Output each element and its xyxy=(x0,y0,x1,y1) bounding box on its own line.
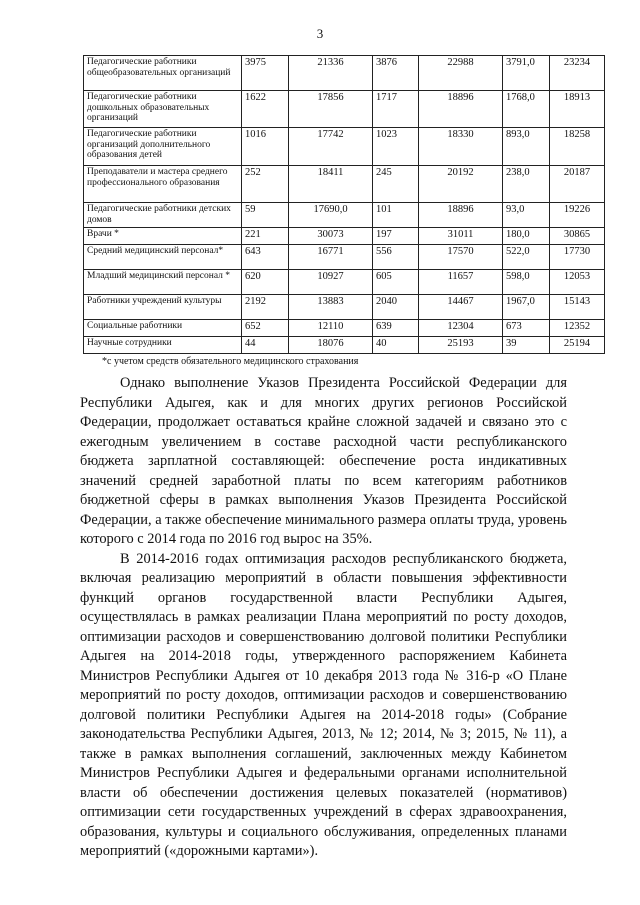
cell-value: 17742 xyxy=(289,128,373,166)
page-number: 3 xyxy=(316,26,324,41)
cell-value: 252 xyxy=(242,166,289,203)
cell-value: 17570 xyxy=(419,245,503,270)
table-row xyxy=(84,228,605,245)
table-row xyxy=(84,56,605,91)
cell-value: 1717 xyxy=(373,91,419,128)
cell-value: 639 xyxy=(373,320,419,337)
cell-value: 23234 xyxy=(550,56,605,91)
row-label: Социальные работники xyxy=(84,320,242,337)
cell-value: 10927 xyxy=(289,270,373,295)
salary-table xyxy=(83,55,605,354)
cell-value: 25194 xyxy=(550,337,605,354)
cell-value: 59 xyxy=(242,203,289,228)
cell-value: 1622 xyxy=(242,91,289,128)
cell-value: 11657 xyxy=(419,270,503,295)
cell-value: 40 xyxy=(373,337,419,354)
row-label: Преподаватели и мастера среднего профессионального образования xyxy=(84,166,242,203)
cell-value: 238,0 xyxy=(503,166,550,203)
cell-value: 522,0 xyxy=(503,245,550,270)
cell-value: 25193 xyxy=(419,337,503,354)
row-label: Педагогические работники организаций дополнительного образования детей xyxy=(84,128,242,166)
cell-value: 13883 xyxy=(289,295,373,320)
cell-value: 20187 xyxy=(550,166,605,203)
cell-value: 18258 xyxy=(550,128,605,166)
cell-value: 673 xyxy=(503,320,550,337)
cell-value: 18896 xyxy=(419,91,503,128)
cell-value: 2192 xyxy=(242,295,289,320)
cell-value: 30073 xyxy=(289,228,373,245)
paragraph: В 2014-2016 годах оптимизация расходов республиканского бюджета, включая реализацию мероприятий в области повышения эффективности функций органов государственной власти Республики Адыгея, осуществлялась в рамках реализации Плана мероприятий по росту доходов, оптимизации расходов и совершенствованию долговой политики Республики Адыгея на 2014-2018 годы, утвержденного распоряжением Кабинета Министров Республики Адыгея от 10 декабря 2013 года № 316-р «О Плане мероприятий по росту доходов, оптимизации расходов и совершенствованию долговой политики Республики Адыгея на 2014-2018 годы» (Собрание законодательства Республики Адыгея, 2013, № 12; 2014, № 3; 2015, № 11), а также в рамках выполнения соглашений, заключенных между Кабинетом Министров Республики Адыгея и федеральными органами исполнительной власти об обеспечении достижения целевых показателей (нормативов) оптимизации сети государственных учреждений в сферах здравоохранения, образования, культуры и социального обслуживания, определенных планами мероприятий («дорожными картами»). xyxy=(80,550,567,859)
cell-value: 18411 xyxy=(289,166,373,203)
cell-value: 17730 xyxy=(550,245,605,270)
table-row xyxy=(84,337,605,354)
table-row xyxy=(84,203,605,228)
cell-value: 14467 xyxy=(419,295,503,320)
cell-value: 12053 xyxy=(550,270,605,295)
cell-value: 44 xyxy=(242,337,289,354)
cell-value: 30865 xyxy=(550,228,605,245)
cell-value: 605 xyxy=(373,270,419,295)
row-label: Педагогические работники детских домов xyxy=(84,203,242,228)
row-label: Педагогические работники дошкольных образовательных организаций xyxy=(84,91,242,128)
cell-value: 12304 xyxy=(419,320,503,337)
cell-value: 21336 xyxy=(289,56,373,91)
cell-value: 3791,0 xyxy=(503,56,550,91)
cell-value: 101 xyxy=(373,203,419,228)
cell-value: 643 xyxy=(242,245,289,270)
body-text xyxy=(80,374,567,862)
row-label: Врачи * xyxy=(84,228,242,245)
cell-value: 31011 xyxy=(419,228,503,245)
table-row xyxy=(84,295,605,320)
cell-value: 652 xyxy=(242,320,289,337)
row-label: Педагогические работники общеобразовательных организаций xyxy=(84,56,242,91)
cell-value: 3975 xyxy=(242,56,289,91)
cell-value: 18896 xyxy=(419,203,503,228)
cell-value: 17856 xyxy=(289,91,373,128)
table-row xyxy=(84,166,605,203)
cell-value: 39 xyxy=(503,337,550,354)
cell-value: 15143 xyxy=(550,295,605,320)
cell-value: 18076 xyxy=(289,337,373,354)
cell-value: 17690,0 xyxy=(289,203,373,228)
row-label: Научные сотрудники xyxy=(84,337,242,354)
cell-value: 1016 xyxy=(242,128,289,166)
row-label: Младший медицинский персонал * xyxy=(84,270,242,295)
cell-value: 620 xyxy=(242,270,289,295)
cell-value: 556 xyxy=(373,245,419,270)
cell-value: 1967,0 xyxy=(503,295,550,320)
table-row xyxy=(84,128,605,166)
cell-value: 3876 xyxy=(373,56,419,91)
cell-value: 197 xyxy=(373,228,419,245)
cell-value: 221 xyxy=(242,228,289,245)
table-row xyxy=(84,245,605,270)
cell-value: 16771 xyxy=(289,245,373,270)
paragraph: Однако выполнение Указов Президента Российской Федерации для Республики Адыгея, как и для многих других регионов Российской Федерации, продолжает оставаться крайне сложной задачей и связано это с ежегодным увеличением в составе расходной части республиканского бюджета зарплатной составляющей: обеспечение роста индикативных значений средней заработной платы по всем категориям работников бюджетной сферы в рамках выполнения Указов Президента Российской Федерации, а также обеспечение минимального размера оплаты труда, уровень которого с 2014 года по 2016 год вырос на 35%. xyxy=(80,375,567,547)
cell-value: 1768,0 xyxy=(503,91,550,128)
cell-value: 180,0 xyxy=(503,228,550,245)
cell-value: 18913 xyxy=(550,91,605,128)
table-footnote: *с учетом средств обязательного медицинского страхования xyxy=(102,356,359,367)
table-row xyxy=(84,270,605,295)
cell-value: 18330 xyxy=(419,128,503,166)
row-label: Средний медицинский персонал* xyxy=(84,245,242,270)
row-label: Работники учреждений культуры xyxy=(84,295,242,320)
table-row xyxy=(84,320,605,337)
cell-value: 598,0 xyxy=(503,270,550,295)
cell-value: 93,0 xyxy=(503,203,550,228)
table-row xyxy=(84,91,605,128)
cell-value: 245 xyxy=(373,166,419,203)
cell-value: 12110 xyxy=(289,320,373,337)
cell-value: 19226 xyxy=(550,203,605,228)
cell-value: 22988 xyxy=(419,56,503,91)
cell-value: 1023 xyxy=(373,128,419,166)
cell-value: 893,0 xyxy=(503,128,550,166)
cell-value: 20192 xyxy=(419,166,503,203)
cell-value: 2040 xyxy=(373,295,419,320)
cell-value: 12352 xyxy=(550,320,605,337)
